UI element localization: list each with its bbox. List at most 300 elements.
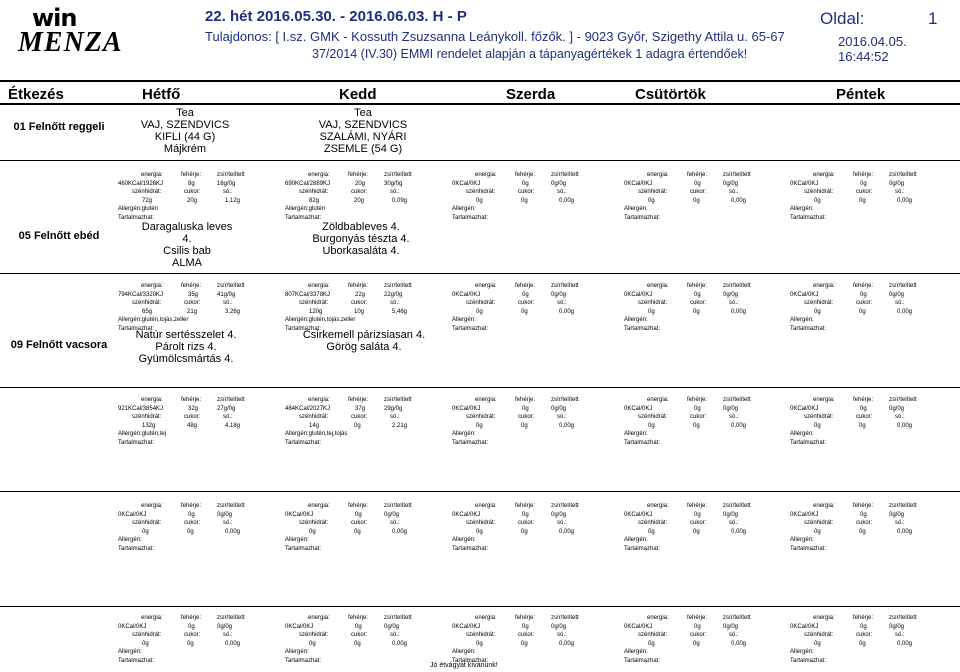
sugar-label: cukor:	[184, 520, 201, 526]
carb-value: 0g	[648, 640, 655, 647]
meal-label-lunch: 05 Felnőtt ebéd	[18, 230, 100, 242]
nutrition-row	[452, 413, 610, 422]
fat-value: 0g/0g	[889, 291, 905, 298]
dish: Uborkasaláta 4.	[322, 245, 400, 257]
allergen-text: Allergén:	[624, 537, 648, 543]
salt-value: 0,00g	[897, 308, 913, 315]
nutrition-row	[118, 197, 276, 206]
protein-label: fehérje:	[853, 397, 874, 403]
nutrition-block	[285, 171, 443, 222]
salt-label: só.:	[390, 414, 400, 420]
nutrition-row	[285, 205, 443, 214]
nutrition-row	[452, 519, 610, 528]
salt-value: 1,12g	[225, 197, 241, 204]
contains-text: Tartalmazhat:	[624, 214, 661, 221]
nutrition-row	[790, 623, 948, 632]
energy-value: 0KCal/0KJ	[452, 180, 481, 187]
fat-value: 0g/0g	[723, 405, 739, 412]
protein-label: fehérje:	[515, 615, 536, 621]
protein-value: 8g	[188, 180, 195, 187]
salt-label: só.:	[390, 632, 400, 638]
energy-value: 484KCal/2027KJ	[285, 405, 331, 412]
protein-value: 0g	[188, 623, 195, 630]
nutrition-block	[452, 171, 610, 222]
salt-label: só.:	[223, 414, 233, 420]
energy-value: 0KCal/0KJ	[452, 511, 481, 518]
nutrition-row	[118, 405, 276, 414]
protein-value: 0g	[522, 180, 529, 187]
nutrition-block	[790, 396, 948, 447]
carb-value: 0g	[648, 528, 655, 535]
allergen-text: Allergén:	[452, 649, 476, 655]
salt-value: 0,00g	[559, 528, 575, 535]
protein-label: fehérje:	[181, 172, 202, 178]
contains-text: Tartalmazhat:	[285, 214, 322, 221]
sugar-label: cukor:	[690, 189, 707, 195]
nutrition-row	[790, 511, 948, 520]
nutrition-row	[285, 502, 443, 511]
fat-value: 0g/0g	[889, 405, 905, 412]
carb-value: 0g	[142, 640, 149, 647]
fat-label: zsír/telített	[384, 283, 412, 289]
protein-value: 35g	[188, 291, 199, 298]
energy-value: 690KCal/2889KJ	[285, 180, 331, 187]
nutrition-row	[624, 413, 782, 422]
nutrition-row	[285, 188, 443, 197]
contains-text: Tartalmazhat:	[624, 439, 661, 446]
fat-label: zsír/telített	[723, 503, 751, 509]
fat-label: zsír/telített	[889, 283, 917, 289]
nutrition-row	[624, 282, 782, 291]
carb-label: szénhidrát:	[804, 414, 834, 420]
carb-label: szénhidrát:	[638, 632, 668, 638]
protein-label: fehérje:	[515, 503, 536, 509]
sugar-value: 0g	[859, 422, 866, 429]
nutrition-row	[452, 325, 610, 334]
nutrition-block	[790, 502, 948, 553]
energy-label: energia:	[647, 397, 669, 403]
energy-value: 794KCal/3320KJ	[118, 291, 164, 298]
nutrition-block	[790, 614, 948, 665]
nutrition-row	[624, 188, 782, 197]
page-number: 1	[928, 9, 938, 28]
nutrition-row	[118, 631, 276, 640]
energy-value: 0KCal/0KJ	[118, 623, 147, 630]
fat-label: zsír/telített	[384, 503, 412, 509]
dish: Csirkemell párizsiasan 4.	[302, 329, 426, 341]
divider	[0, 491, 960, 492]
carb-label: szénhidrát:	[299, 632, 329, 638]
nutrition-block	[452, 502, 610, 553]
nutrition-row	[285, 282, 443, 291]
divider	[0, 103, 960, 105]
lunch-dishes-tuesday	[306, 221, 416, 257]
allergen-text: Allergén:	[624, 431, 648, 437]
energy-label: energia:	[141, 397, 163, 403]
carb-label: szénhidrát:	[804, 300, 834, 306]
sugar-value: 0g	[859, 640, 866, 647]
carb-label: szénhidrát:	[638, 300, 668, 306]
carb-label: szénhidrát:	[638, 189, 668, 195]
nutrition-row	[790, 657, 948, 666]
nutrition-row	[790, 545, 948, 554]
sugar-label: cukor:	[690, 520, 707, 526]
allergen-text: Allergén:	[790, 431, 814, 437]
fat-value: 0g/0g	[551, 180, 567, 187]
dish: Csilis bab	[163, 245, 211, 257]
nutrition-block	[118, 502, 276, 553]
protein-value: 0g	[860, 405, 867, 412]
protein-label: fehérje:	[687, 615, 708, 621]
nutrition-row	[452, 536, 610, 545]
sugar-label: cukor:	[351, 189, 368, 195]
salt-value: 0,09g	[392, 197, 408, 204]
carb-label: szénhidrát:	[132, 414, 162, 420]
protein-label: fehérje:	[515, 283, 536, 289]
fat-label: zsír/telített	[551, 283, 579, 289]
salt-label: só.:	[390, 189, 400, 195]
contains-text: Tartalmazhat:	[452, 325, 489, 332]
nutrition-block	[285, 502, 443, 553]
sugar-label: cukor:	[856, 300, 873, 306]
nutrition-row	[452, 623, 610, 632]
fat-label: zsír/telített	[551, 172, 579, 178]
nutrition-row	[790, 308, 948, 317]
nutrition-row	[624, 325, 782, 334]
energy-label: energia:	[141, 283, 163, 289]
nutrition-row	[118, 291, 276, 300]
sugar-label: cukor:	[351, 632, 368, 638]
sugar-value: 0g	[521, 197, 528, 204]
nutrition-row	[624, 308, 782, 317]
nutrition-row	[285, 299, 443, 308]
nutrition-row	[285, 528, 443, 537]
contains-text: Tartalmazhat:	[285, 325, 322, 332]
nutrition-row	[118, 396, 276, 405]
nutrition-row	[285, 640, 443, 649]
sugar-value: 0g	[354, 640, 361, 647]
salt-label: só.:	[729, 189, 739, 195]
nutrition-row	[624, 631, 782, 640]
nutrition-row	[452, 545, 610, 554]
carb-value: 0g	[476, 308, 483, 315]
salt-label: só.:	[895, 300, 905, 306]
dish: Daragaluska leves 4.	[141, 221, 233, 245]
fat-label: zsír/telített	[551, 503, 579, 509]
menu-line: VAJ, SZENDVICS	[140, 119, 230, 131]
contains-text: Tartalmazhat:	[285, 657, 322, 664]
dinner-dishes-monday	[125, 329, 247, 365]
energy-label: energia:	[813, 283, 835, 289]
fat-value: 29g/0g	[384, 405, 403, 412]
nutrition-row	[624, 439, 782, 448]
nutrition-row	[790, 631, 948, 640]
fat-value: 0g/0g	[889, 511, 905, 518]
nutrition-row	[285, 396, 443, 405]
allergen-text: Allergén:	[452, 317, 476, 323]
energy-label: energia:	[647, 283, 669, 289]
day-tuesday: Kedd	[339, 86, 377, 103]
fat-label: zsír/telített	[384, 172, 412, 178]
salt-label: só.:	[729, 414, 739, 420]
energy-label: energia:	[475, 283, 497, 289]
sugar-label: cukor:	[518, 632, 535, 638]
salt-value: 0,00g	[897, 528, 913, 535]
dish: ALMA	[172, 257, 202, 269]
energy-label: energia:	[475, 615, 497, 621]
carb-value: 0g	[648, 197, 655, 204]
nutrition-row	[790, 214, 948, 223]
fat-value: 41g/0g	[217, 291, 236, 298]
contains-text: Tartalmazhat:	[118, 439, 155, 446]
dinner-dishes-tuesday	[297, 329, 431, 353]
nutrition-row	[790, 405, 948, 414]
nutrition-row	[790, 648, 948, 657]
salt-label: só.:	[557, 189, 567, 195]
nutrition-row	[790, 197, 948, 206]
nutrition-block	[790, 171, 948, 222]
sugar-value: 0g	[187, 528, 194, 535]
energy-label: energia:	[475, 172, 497, 178]
sugar-value: 0g	[187, 640, 194, 647]
energy-value: 0KCal/0KJ	[624, 405, 653, 412]
sugar-value: 0g	[354, 422, 361, 429]
nutrition-row	[285, 614, 443, 623]
nutrition-row	[452, 205, 610, 214]
contains-text: Tartalmazhat:	[624, 545, 661, 552]
divider	[0, 160, 960, 161]
dish: Görög saláta 4.	[326, 341, 402, 353]
salt-value: 0,00g	[559, 308, 575, 315]
sugar-label: cukor:	[184, 189, 201, 195]
nutrition-row	[285, 545, 443, 554]
nutrition-row	[452, 282, 610, 291]
nutrition-row	[624, 214, 782, 223]
allergen-text: Allergén:	[624, 649, 648, 655]
nutrition-row	[285, 413, 443, 422]
protein-label: fehérje:	[687, 503, 708, 509]
nutrition-block	[624, 614, 782, 665]
dish: Natúr sertésszelet 4.	[135, 329, 237, 341]
sugar-value: 0g	[521, 308, 528, 315]
nutrition-row	[624, 536, 782, 545]
footer-greeting: Jó étvágyat kívánunk!	[430, 662, 498, 669]
sugar-value: 0g	[354, 528, 361, 535]
allergen-text: Allergén:	[624, 317, 648, 323]
carb-value: 0g	[814, 640, 821, 647]
nutrition-block	[118, 282, 276, 333]
nutrition-block	[118, 614, 276, 665]
fat-value: 30g/0g	[384, 180, 403, 187]
allergen-text: Allergén:glutén,tojás,zeller	[118, 317, 189, 323]
energy-label: energia:	[141, 503, 163, 509]
carb-value: 14g	[309, 422, 320, 429]
print-datetime: 2016.04.05. 16:44:52	[838, 34, 907, 64]
allergen-text: Allergén:glutén	[285, 206, 326, 212]
nutrition-row	[452, 214, 610, 223]
sugar-label: cukor:	[856, 189, 873, 195]
carb-label: szénhidrát:	[132, 520, 162, 526]
day-monday: Hétfő	[142, 86, 181, 103]
fat-value: 0g/0g	[217, 511, 233, 518]
protein-label: fehérje:	[687, 283, 708, 289]
sugar-label: cukor:	[184, 300, 201, 306]
contains-text: Tartalmazhat:	[285, 439, 322, 446]
nutrition-block	[624, 171, 782, 222]
nutrition-row	[624, 396, 782, 405]
protein-value: 0g	[694, 623, 701, 630]
protein-label: fehérje:	[348, 397, 369, 403]
sugar-label: cukor:	[518, 520, 535, 526]
sugar-label: cukor:	[518, 300, 535, 306]
nutrition-row	[285, 316, 443, 325]
nutrition-row	[790, 282, 948, 291]
fat-label: zsír/telített	[217, 615, 245, 621]
fat-label: zsír/telített	[384, 615, 412, 621]
nutrition-row	[285, 180, 443, 189]
salt-value: 0,00g	[897, 422, 913, 429]
nutrition-row	[790, 528, 948, 537]
allergen-text: Allergén:	[285, 537, 309, 543]
carb-label: szénhidrát:	[638, 414, 668, 420]
nutrition-row	[452, 197, 610, 206]
nutrition-row	[118, 648, 276, 657]
nutrition-row	[285, 439, 443, 448]
nutrition-row	[624, 614, 782, 623]
salt-label: só.:	[223, 520, 233, 526]
meal-label-dinner: 09 Felnőtt vacsora	[10, 339, 108, 351]
dish: Burgonyás tészta 4.	[312, 233, 410, 245]
breakfast-menu-monday	[118, 107, 252, 155]
carb-label: szénhidrát:	[466, 414, 496, 420]
fat-value: 0g/0g	[551, 405, 567, 412]
carb-value: 0g	[648, 308, 655, 315]
protein-label: fehérje:	[515, 172, 536, 178]
fat-value: 0g/0g	[551, 291, 567, 298]
nutrition-row	[285, 405, 443, 414]
sugar-label: cukor:	[184, 632, 201, 638]
energy-label: energia:	[813, 397, 835, 403]
salt-value: 2,21g	[392, 422, 408, 429]
carb-value: 65g	[142, 308, 153, 315]
sugar-label: cukor:	[690, 632, 707, 638]
fat-label: zsír/telített	[889, 615, 917, 621]
sugar-value: 20g	[187, 197, 198, 204]
fat-value: 27g/0g	[217, 405, 236, 412]
sugar-label: cukor:	[690, 300, 707, 306]
nutrition-row	[118, 545, 276, 554]
energy-label: energia:	[647, 615, 669, 621]
allergen-text: Allergén:	[118, 649, 142, 655]
contains-text: Tartalmazhat:	[118, 325, 155, 332]
day-thursday: Csütörtök	[635, 86, 706, 103]
fat-value: 0g/0g	[551, 623, 567, 630]
nutrition-row	[790, 180, 948, 189]
carb-label: szénhidrát:	[466, 300, 496, 306]
nutrition-row	[452, 640, 610, 649]
energy-label: energia:	[141, 615, 163, 621]
nutrition-row	[624, 502, 782, 511]
owner-line: Tulajdonos: [ I.sz. GMK - Kossuth Zsuzsanna Leánykoll. főzők. ] - 9023 Győr, Szigethy Attila u. 65-67	[205, 29, 785, 44]
salt-label: só.:	[223, 300, 233, 306]
sugar-value: 0g	[521, 528, 528, 535]
sugar-value: 0g	[859, 197, 866, 204]
protein-label: fehérje:	[348, 283, 369, 289]
sugar-value: 48g	[187, 422, 198, 429]
nutrition-row	[285, 631, 443, 640]
fat-label: zsír/telített	[217, 503, 245, 509]
energy-value: 0KCal/0KJ	[452, 405, 481, 412]
energy-label: energia:	[475, 503, 497, 509]
carb-label: szénhidrát:	[299, 189, 329, 195]
nutrition-block	[118, 171, 276, 222]
protein-value: 0g	[522, 511, 529, 518]
contains-text: Tartalmazhat:	[790, 657, 827, 664]
allergen-text: Allergén:	[285, 649, 309, 655]
carb-value: 132g	[142, 422, 156, 429]
protein-value: 0g	[694, 180, 701, 187]
fat-value: 0g/0g	[889, 180, 905, 187]
energy-value: 0KCal/0KJ	[285, 623, 314, 630]
nutrition-row	[285, 291, 443, 300]
salt-value: 0,00g	[731, 640, 747, 647]
carb-label: szénhidrát:	[299, 520, 329, 526]
allergen-text: Allergén:glutén,tej,tojás	[285, 431, 348, 437]
contains-text: Tartalmazhat:	[118, 545, 155, 552]
breakfast-menu-tuesday	[296, 107, 430, 155]
nutrition-row	[452, 631, 610, 640]
fat-value: 22g/0g	[384, 291, 403, 298]
nutrition-block	[118, 396, 276, 447]
energy-value: 0KCal/0KJ	[118, 511, 147, 518]
nutrition-row	[452, 422, 610, 431]
salt-value: 5,46g	[392, 308, 408, 315]
carb-value: 0g	[476, 197, 483, 204]
protein-label: fehérje:	[687, 172, 708, 178]
nutrition-row	[118, 316, 276, 325]
salt-label: só.:	[729, 632, 739, 638]
sugar-value: 0g	[521, 640, 528, 647]
energy-value: 0KCal/0KJ	[790, 511, 819, 518]
fat-label: zsír/telített	[723, 615, 751, 621]
nutrition-row	[790, 439, 948, 448]
protein-label: fehérje:	[687, 397, 708, 403]
nutrition-block	[285, 614, 443, 665]
salt-label: só.:	[895, 520, 905, 526]
nutrition-block	[624, 282, 782, 333]
nutrition-block	[452, 614, 610, 665]
nutrition-row	[118, 657, 276, 666]
nutrition-row	[118, 422, 276, 431]
sugar-label: cukor:	[690, 414, 707, 420]
protein-value: 0g	[860, 511, 867, 518]
nutrition-row	[452, 430, 610, 439]
energy-value: 0KCal/0KJ	[624, 291, 653, 298]
nutrition-row	[118, 439, 276, 448]
energy-value: 0KCal/0KJ	[624, 623, 653, 630]
nutrition-row	[118, 205, 276, 214]
salt-value: 0,00g	[731, 422, 747, 429]
protein-label: fehérje:	[348, 503, 369, 509]
meal-label-breakfast: 01 Felnőtt reggeli	[13, 121, 105, 133]
protein-value: 0g	[860, 180, 867, 187]
salt-label: só.:	[390, 520, 400, 526]
salt-label: só.:	[729, 520, 739, 526]
energy-label: energia:	[647, 503, 669, 509]
energy-label: energia:	[813, 172, 835, 178]
carb-label: szénhidrát:	[132, 632, 162, 638]
nutrition-row	[118, 511, 276, 520]
